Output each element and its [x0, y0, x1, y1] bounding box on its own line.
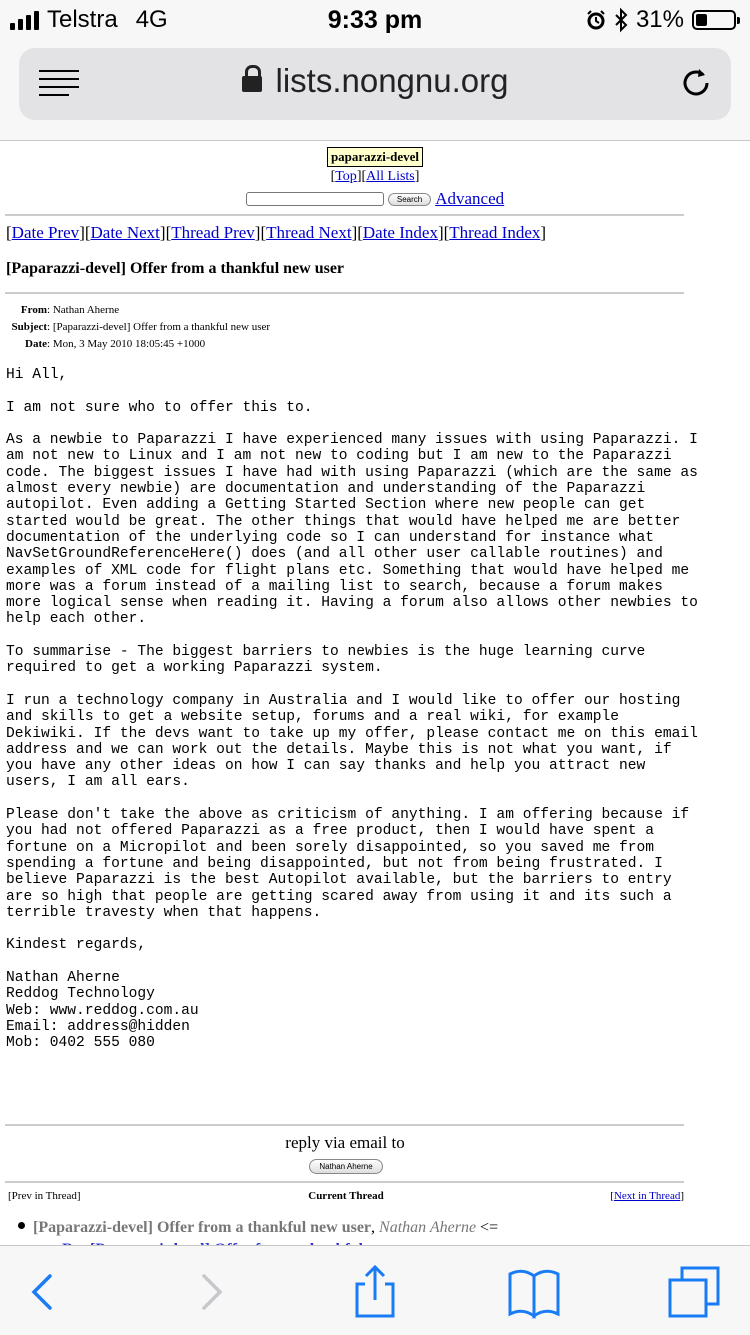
- next-in-thread-link[interactable]: Next in Thread: [613, 1190, 681, 1202]
- url-text: lists.nongnu.org: [275, 62, 509, 99]
- all-lists-link[interactable]: All Lists: [366, 169, 415, 184]
- browser-toolbar: [0, 1245, 750, 1335]
- lock-icon: [242, 76, 262, 92]
- date-value: Mon, 3 May 2010 18:05:45 +1000: [52, 338, 206, 350]
- from-value: Nathan Aherne: [52, 304, 120, 316]
- battery-percent: 31%: [635, 6, 684, 33]
- from-label: From: [20, 304, 47, 316]
- status-bar: [0, 0, 750, 40]
- date-prev-link[interactable]: Date Prev: [11, 223, 80, 242]
- top-links: [Top][All Lists]: [330, 169, 420, 184]
- subject-value: [Paparazzi-devel] Offer from a thankful new user: [52, 321, 271, 333]
- search-button[interactable]: Search: [388, 193, 431, 206]
- list-name: paparazzi-devel: [327, 147, 423, 167]
- address-bar[interactable]: [19, 48, 731, 120]
- message-title: [Paparazzi-devel] Offer from a thankful new user: [6, 260, 345, 277]
- browser-address-area: [0, 40, 750, 141]
- share-icon[interactable]: [345, 1264, 405, 1320]
- date-index-link[interactable]: Date Index: [362, 223, 438, 242]
- bookmarks-icon[interactable]: [504, 1264, 564, 1320]
- message-nav: [Date Prev][Date Next][Thread Prev][Thread Next][Date Index][Thread Index]: [6, 223, 547, 242]
- advanced-link[interactable]: Advanced: [435, 189, 505, 208]
- reload-icon[interactable]: [679, 66, 713, 100]
- message-headers: From: Nathan Aherne Subject: [Paparazzi-devel] Offer from a thankful new user Date: Mon, 3 May 2010 18:05:45 +1000: [7, 302, 270, 353]
- forward-icon[interactable]: [182, 1264, 242, 1320]
- search-row: [0, 189, 750, 209]
- divider: [5, 214, 684, 216]
- subject-label: Subject: [11, 321, 47, 333]
- thread-index-link[interactable]: Thread Index: [449, 223, 541, 242]
- top-link[interactable]: Top: [335, 169, 357, 184]
- clock: 9:33 pm: [327, 6, 423, 34]
- divider: [5, 292, 684, 294]
- thread-next-link[interactable]: Thread Next: [266, 223, 352, 242]
- prev-in-thread: [Prev in Thread]: [8, 1190, 81, 1202]
- tabs-icon[interactable]: [664, 1264, 724, 1320]
- bluetooth-icon: [614, 9, 628, 31]
- status-icons: [586, 6, 736, 34]
- web-page: paparazzi-devel [Top][All Lists] Search Advanced [Date Prev][Date Next][Thread Prev][Thread Next][Date Index][Thread Index] [Paparazzi-devel] Offer from a thankful new user From: Nathan Aherne Subject: [Paparazzi-devel] Offer from a thankful new user Date: Mon, 3 May 2010 18:05:45 +1000 Hi All, I am not sure who to offer this to. As a newbie to Paparazzi I have experienced many issues with using Paparazzi. I am not new to Linux and I am not new to coding but I am new to the Paparazzi code. The biggest issues I have had with using Paparazzi (which are the same as almost every newbie) are documentation and understanding of the Paparazzi autopilot. Even adding a Getting Started Section where new people can get started would be great. The other things that would have helped me are better documentation of the underlying code so I can understand for instance what NavSetGroundReferenceHere() does (and all other user callable routines) and examples of XML code for flight plans etc. Something that would have helped me more was a forum instead of a mailing list to search, because a forum makes more logical sense when reading it. Having a forum also allows other newbies to help each other. To summarise - The biggest barriers to newbies is the huge learning curve required to get a working Paparazzi system. I run a technology company in Australia and I would like to offer our hosting and skills to get a website setup, forums and a real wiki, for example Dekiwiki. If the devs want to take up my offer, please contact me on this email address and we can work out the details. Maybe this is not what you want, if you have any other ideas on how I can say thanks and help you attract new users, I am all ears. Please don't take the above as criticism of anything. I am offering because if you had not offered Paparazzi as a free product, then I would have spent a fortune on a Micropilot and been sorely disappointed, so you saved me from spending a fortune and being disappointed, but not from being frustrated. I believe Paparazzi is the best Autopilot available, but the barriers to entry are so high that people are getting scared away from using it and its such a terrible travesty when that happens. Kindest regards, Nathan Aherne Reddog Technology Web: www.reddog.com.au Email: address@hidden Mob: 0402 555 080 reply via email to Nathan Aherne [Prev in Thread] Current Thread [Next in Thread] [Paparazzi-devel] Offer from a thankful new user, Nathan Aherne <=: [0, 141, 750, 1245]
- date-label: Date: [25, 338, 47, 350]
- thread-item-author: Nathan Aherne: [379, 1219, 477, 1236]
- thread-list-item: [Paparazzi-devel] Offer from a thankful new user, Nathan Aherne <=: [18, 1219, 498, 1237]
- divider: [5, 1124, 684, 1126]
- reply-label: reply via email to: [285, 1133, 405, 1152]
- search-input[interactable]: [246, 192, 384, 206]
- thread-item-subject: [Paparazzi-devel] Offer from a thankful new user: [33, 1219, 372, 1236]
- thread-prev-link[interactable]: Thread Prev: [171, 223, 255, 242]
- current-marker: <=: [480, 1219, 499, 1236]
- message-body: Hi All, I am not sure who to offer this to. As a newbie to Paparazzi I have experienced many issues with using Paparazzi. I am not new to Linux and I am not new to coding but I am new to the Paparazzi code. The biggest issues I have had with using Paparazzi (which are the same as almost every newbie) are documentation and understanding of the Paparazzi autopilot. Even adding a Getting Started Section where new people can get started would be great. The other things that would have helped me are better documentation of the underlying code so I can understand for instance what NavSetGroundReferenceHere() does (and all other user callable routines) and examples of XML code for flight plans etc. Something that would have helped me more was a forum instead of a mailing list to search, because a forum makes more logical sense when reading it. Having a forum also allows other newbies to help each other. To summarise - The biggest barriers to newbies is the huge learning curve required to get a working Paparazzi system. I run a technology company in Australia and I would like to offer our hosting and skills to get a website setup, forums and a real wiki, for example Dekiwiki. If the devs want to take up my offer, please contact me on this email address and we can work out the details. Maybe this is not what you want, if you have any other ideas on how I can say thanks and help you attract new users, I am all ears. Please don't take the above as criticism of anything. I am offering because if you had not offered Paparazzi as a free product, then I would have spent a fortune on a Micropilot and been sorely disappointed, so you saved me from spending a fortune and being disappointed, but not from being frustrated. I believe Paparazzi is the best Autopilot available, but the barriers to entry are so high that people are getting scared away from using it and its such a terrible travesty when that happens. Kindest regards, Nathan Aherne Reddog Technology Web: www.reddog.com.au Email: address@hidden Mob: 0402 555 080: [6, 367, 698, 1052]
- bullet: [18, 1222, 25, 1229]
- alarm-icon: [586, 10, 606, 30]
- carrier-name: Telstra: [47, 6, 118, 33]
- back-icon[interactable]: [12, 1264, 72, 1320]
- battery-icon: [692, 10, 736, 30]
- divider: [5, 1181, 684, 1183]
- date-next-link[interactable]: Date Next: [90, 223, 160, 242]
- network-type: 4G: [135, 6, 168, 33]
- url-display[interactable]: [19, 62, 731, 100]
- current-thread-label: Current Thread: [308, 1190, 384, 1202]
- reply-button[interactable]: Nathan Aherne: [309, 1159, 383, 1174]
